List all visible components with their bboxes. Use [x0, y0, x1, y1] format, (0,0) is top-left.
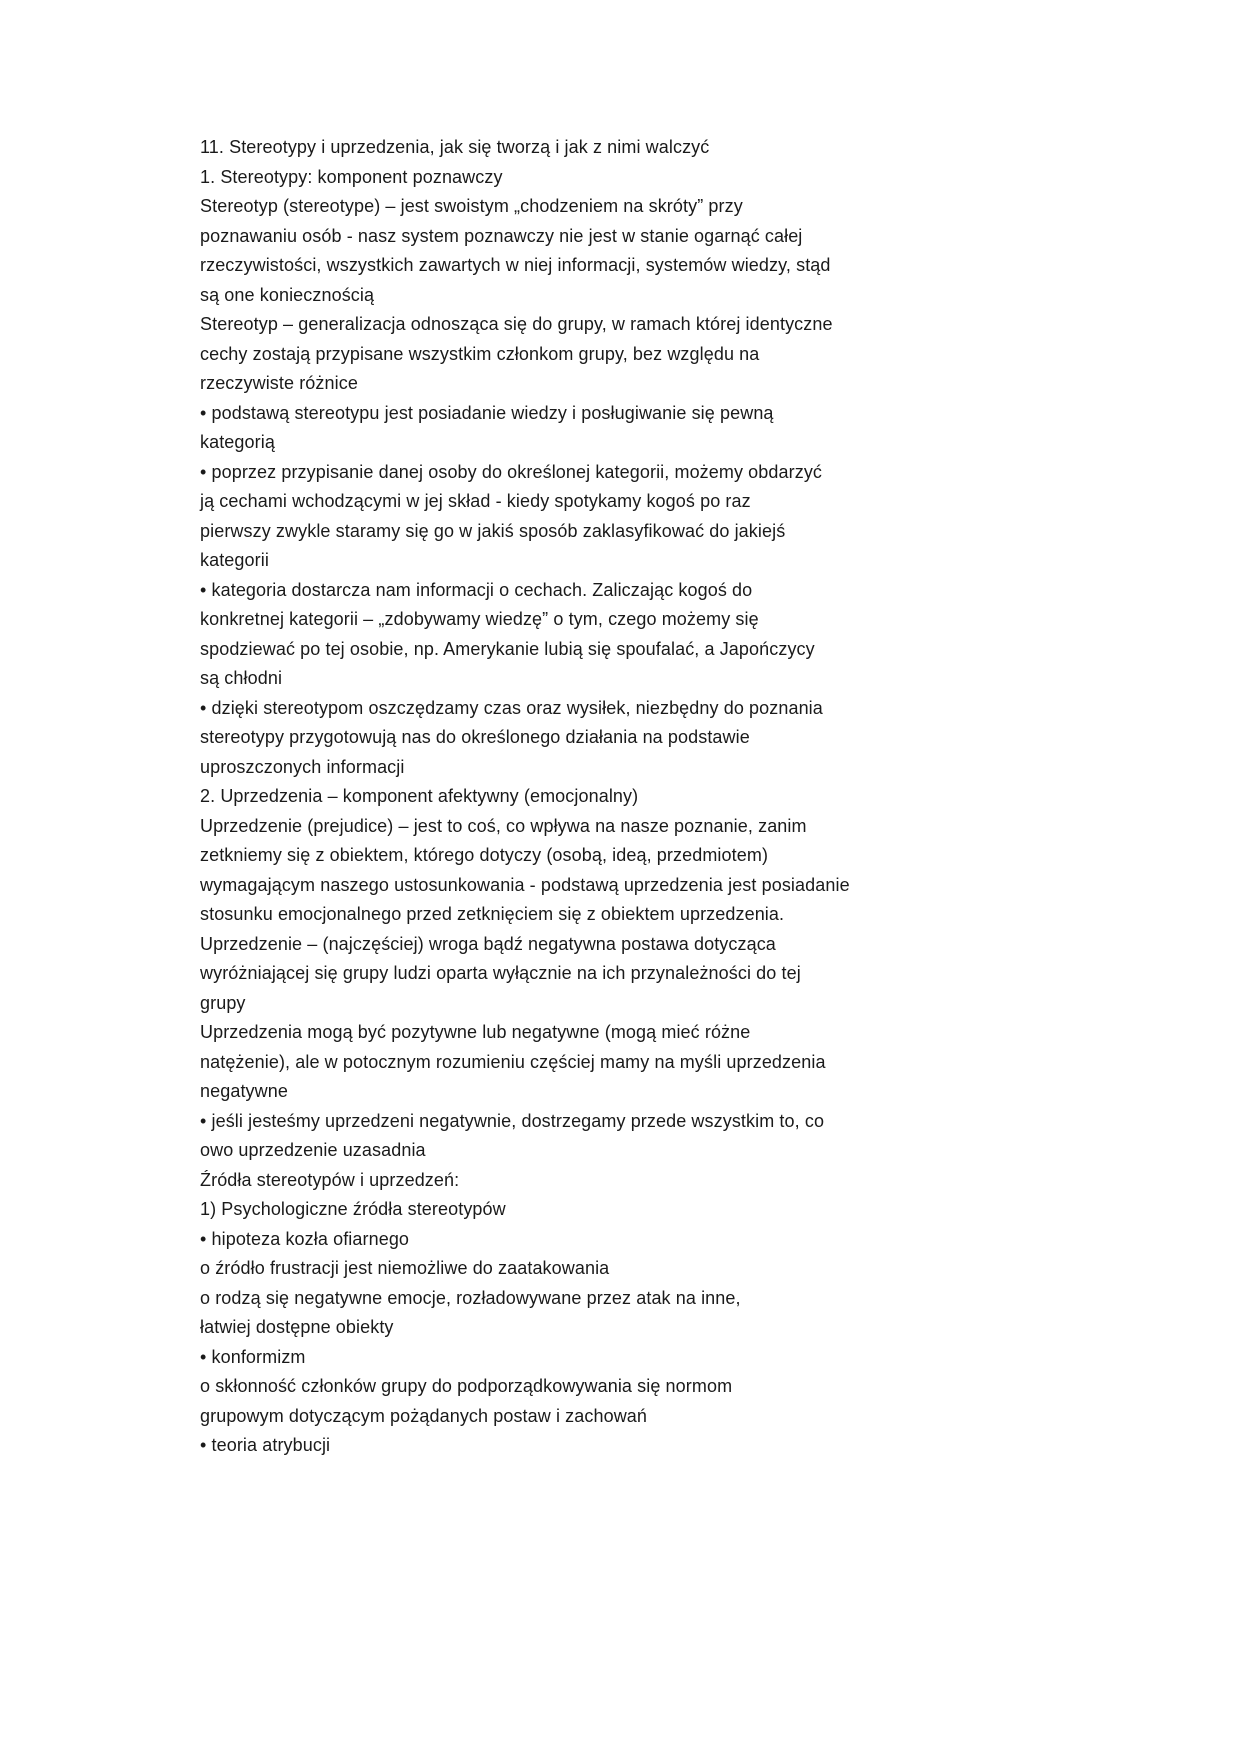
text-line: ją cechami wchodzącymi w jej skład - kiedy spotykamy kogoś po raz [200, 491, 751, 511]
text-line: Źródła stereotypów i uprzedzeń: [200, 1169, 460, 1190]
text-line: grupy [200, 992, 246, 1013]
text-line: Uprzedzenie – (najczęściej) wroga bądź negatywna postawa dotycząca [200, 933, 776, 954]
text-line: 2. Uprzedzenia – komponent afektywny (emocjonalny) [200, 786, 639, 806]
text-line: wyróżniającej się grupy ludzi oparta wyłącznie na ich przynależności do tej [200, 963, 801, 983]
text-line: • poprzez przypisanie danej osoby do określonej kategorii, możemy obdarzyć [200, 461, 823, 482]
text-line: owo uprzedzenie uzasadnia [200, 1140, 426, 1160]
text-line: uproszczonych informacji [200, 756, 405, 777]
text-line: cechy zostają przypisane wszystkim członkom grupy, bez względu na [200, 343, 760, 364]
text-line: są one koniecznością [200, 284, 375, 305]
text-line: • dzięki stereotypom oszczędzamy czas oraz wysiłek, niezbędny do poznania [200, 697, 823, 718]
text-line: łatwiej dostępne obiekty [200, 1317, 394, 1337]
text-line: spodziewać po tej osobie, np. Amerykanie lubią się spoufalać, a Japończycy [200, 638, 815, 659]
text-line: 11. Stereotypy i uprzedzenia, jak się tworzą i jak z nimi walczyć [200, 137, 710, 157]
text-line: stereotypy przygotowują nas do określonego działania na podstawie [200, 727, 750, 747]
text-line: rzeczywistości, wszystkich zawartych w niej informacji, systemów wiedzy, stąd [200, 255, 831, 275]
text-line: o skłonność członków grupy do podporządkowywania się normom [200, 1376, 733, 1396]
document-text [200, 133, 920, 1461]
text-line: stosunku emocjonalnego przed zetknięciem się z obiektem uprzedzenia. [200, 904, 785, 924]
text-line: kategorią [200, 432, 275, 452]
text-line: o źródło frustracji jest niemożliwe do zaatakowania [200, 1258, 610, 1278]
text-line: pierwszy zwykle staramy się go w jakiś sposób zaklasyfikować do jakiejś [200, 520, 786, 541]
text-line: • podstawą stereotypu jest posiadanie wiedzy i posługiwanie się pewną [200, 402, 774, 423]
text-line: zetkniemy się z obiektem, którego dotyczy (osobą, ideą, przedmiotem) [200, 845, 769, 865]
text-line: Uprzedzenie (prejudice) – jest to coś, co wpływa na nasze poznanie, zanim [200, 815, 807, 836]
text-line: 1) Psychologiczne źródła stereotypów [200, 1199, 506, 1219]
text-line: rzeczywiste różnice [200, 373, 358, 393]
text-line: Stereotyp (stereotype) – jest swoistym „chodzeniem na skróty” przy [200, 196, 743, 216]
text-line: kategorii [200, 550, 269, 570]
text-line: Stereotyp – generalizacja odnosząca się do grupy, w ramach której identyczne [200, 314, 833, 334]
text-line: są chłodni [200, 668, 283, 688]
text-line: grupowym dotyczącym pożądanych postaw i zachowań [200, 1405, 648, 1426]
text-line: • jeśli jesteśmy uprzedzeni negatywnie, dostrzegamy przede wszystkim to, co [200, 1110, 825, 1131]
text-line: negatywne [200, 1081, 288, 1101]
text-line: Uprzedzenia mogą być pozytywne lub negatywne (mogą mieć różne [200, 1022, 751, 1042]
text-line: konkretnej kategorii – „zdobywamy wiedzę” o tym, czego możemy się [200, 609, 759, 629]
text-line: natężenie), ale w potocznym rozumieniu częściej mamy na myśli uprzedzenia [200, 1051, 826, 1072]
text-line: • konformizm [200, 1346, 306, 1367]
text-line: • hipoteza kozła ofiarnego [200, 1228, 410, 1249]
text-line: wymagającym naszego ustosunkowania - podstawą uprzedzenia jest posiadanie [200, 874, 850, 895]
text-line: • teoria atrybucji [200, 1435, 331, 1455]
text-line: • kategoria dostarcza nam informacji o cechach. Zaliczając kogoś do [200, 579, 753, 600]
text-line: poznawaniu osób - nasz system poznawczy nie jest w stanie ogarnąć całej [200, 225, 803, 246]
text-line: o rodzą się negatywne emocje, rozładowywane przez atak na inne, [200, 1287, 741, 1308]
text-line: 1. Stereotypy: komponent poznawczy [200, 166, 503, 187]
